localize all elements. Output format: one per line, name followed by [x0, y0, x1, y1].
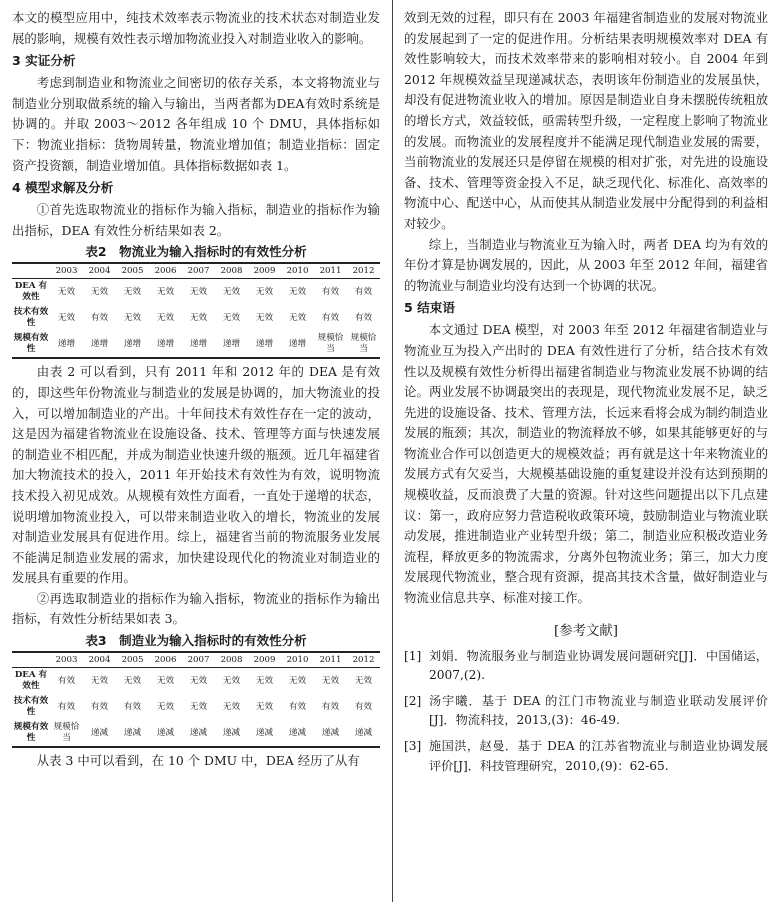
table-2-year: 2012	[347, 263, 380, 279]
table-cell: 规模恰当	[347, 331, 380, 358]
table-cell: 递增	[50, 331, 83, 358]
reference-number: [3]	[404, 739, 422, 753]
conclusion-paragraph: 本文通过 DEA 模型，对 2003 年至 2012 年福建省制造业与物流业互为投入产出时的 DEA 有效性进行了分析，结合技术有效性以及规模有效性分析得出福建省制造业与物流业发展不协调的结论。两业发展不协调最突出的表现是，现代物流业发展不足，缺乏先进的设施设备、技术、管理方法，长远来看将会成为制约制造业发展的瓶颈；其次，制造业的物流释放不够，如果其能够更好的与物流业合作可以创造更大的规模效益；再有就是这十年来物流业的发展方式有欠妥当，大规模基础设施的重复建设并没有达到预期的规模收益，反而浪费了大量的资源。针对这些问题提出以下几点建议：第一，政府应努力营造税收政策环境，鼓励制造业与物流业联动发展，推进制造业产业转型升级；第二，制造业应积极改造业务流程，释放更多的物流需求，分离外包物流业务；第三，加大力度发展现代物流业，整合现有资源，提高其技术含量，做好制造业与物流业信息共享、标准对接工作。	[404, 322, 768, 606]
table-cell: 无效	[255, 312, 274, 323]
table-cell: 无效	[123, 675, 142, 686]
table-2-year: 2004	[83, 263, 116, 279]
section-4-heading: 4 模型求解及分析	[12, 180, 114, 196]
table-cell: 无效	[189, 701, 208, 712]
table-cell: 无效	[189, 312, 208, 323]
summary-paragraph: 综上，当制造业与物流业互为输入时，两者 DEA 均为有效的年份才算是协调发展的，因此，从 2003 年至 2012 年间，福建省的物流业与制造业均没有达到一个协调的状况。	[404, 236, 768, 293]
left-column	[12, 0, 380, 772]
table-3-grid	[12, 651, 380, 748]
table-cell: 有效	[321, 286, 340, 297]
table-2-year: 2005	[116, 263, 149, 279]
table-cell: 递增	[281, 331, 314, 358]
table-2-year: 2010	[281, 263, 314, 279]
row-label: 规模有效性	[12, 720, 50, 747]
table-2-grid	[12, 262, 380, 359]
table-3-year: 2011	[314, 652, 347, 668]
table-row	[12, 305, 380, 331]
table-cell: 无效	[156, 312, 175, 323]
table-cell: 无效	[288, 286, 307, 297]
row-label: DEA 有效性	[14, 281, 48, 303]
table-3-analysis-paragraph: 从表 3 中可以看到，在 10 个 DMU 中，DEA 经历了从有	[36, 753, 360, 769]
references-heading: [参考文献]	[553, 623, 618, 639]
table-row	[12, 331, 380, 358]
table-2-corner	[12, 263, 50, 279]
table-cell: 递增	[182, 331, 215, 358]
table-cell: 无效	[90, 675, 109, 686]
table-cell: 有效	[354, 312, 373, 323]
table-cell: 递增	[83, 331, 116, 358]
table-cell: 递减	[248, 720, 281, 747]
table-cell: 递增	[248, 331, 281, 358]
table-cell: 有效	[288, 701, 307, 712]
reference-text: 刘娟．物流服务业与制造业协调发展问题研究[J]．中国储运，2007,(2).	[429, 648, 768, 683]
table-cell: 无效	[222, 286, 241, 297]
reference-text: 施国洪，赵曼．基于 DEA 的江苏省物流业与制造业协调发展评价[J]．科技管理研究，2010,(9)：62-65.	[429, 739, 768, 773]
section-3-heading: 3 实证分析	[12, 53, 76, 69]
reference-item	[404, 647, 768, 686]
table-cell: 有效	[321, 701, 340, 712]
continued-paragraph: 效到无效的过程，即只有在 2003 年福建省制造业的发展对物流业的发展起到了一定的促进作用。分析结果表明规模效率对 DEA 有效性影响较大，而技术效率带来的影响相对较小。自 2004 年到 2012 年规模效益呈现递减状态，表明该年份制造业的发展虽快，却没有促进物流业收入的增加。原因是制造业自身未摆脱传统粗放的增长方式，效益较低，亟需转型升级，一定程度上影响了物流业的发展。而物流业的发展程度并不能满足现代制造业发展的需要，当前物流业的发展还只是停留在规模的相对扩张，对先进的设施设备、技术、管理等资金投入不足，缺乏现代化、标准化、高效率的物流中心、配送中心，从而使其从制造业发展中分配得到的利益相对较少。	[404, 10, 768, 231]
table-cell: 递增	[116, 331, 149, 358]
table-cell: 无效	[222, 701, 241, 712]
table-row	[12, 694, 380, 720]
column-divider	[392, 0, 393, 902]
section-3-paragraph: 考虑到制造业和物流业之间密切的依存关系，本文将物流业与制造业分别取做系统的输入与输出，当两者都为DEA有效时系统是协调的。并取 2003～2012 各年组成 10 个 DMU，具体指标如下：物流业指标：货物周转量，物流业增加值；制造业指标：固定资产投资额，制造业增加值。具体指标数据如表 1。	[12, 75, 380, 173]
table-row	[12, 668, 380, 695]
table-cell: 递减	[347, 720, 380, 747]
table-3-year: 2003	[50, 652, 83, 668]
table-cell: 有效	[321, 312, 340, 323]
row-label: 技术有效性	[13, 696, 49, 718]
table-3	[12, 632, 380, 748]
table-3-year: 2009	[248, 652, 281, 668]
section-5-heading: 5 结束语	[404, 300, 455, 316]
right-column	[404, 0, 768, 782]
table-cell: 无效	[222, 312, 241, 323]
table-cell: 无效	[90, 286, 109, 297]
table-cell: 递减	[83, 720, 116, 747]
table-3-title: 表3 制造业为输入指标时的有效性分析	[85, 633, 307, 649]
table-cell: 递减	[149, 720, 182, 747]
table-cell: 无效	[255, 675, 274, 686]
table-cell: 递增	[215, 331, 248, 358]
table-cell: 递减	[215, 720, 248, 747]
table-cell: 有效	[90, 701, 109, 712]
table-cell: 递增	[149, 331, 182, 358]
table-cell: 无效	[189, 286, 208, 297]
table-cell: 无效	[222, 675, 241, 686]
table-cell: 无效	[57, 312, 76, 323]
section-4-paragraph: ①首先选取物流业的指标作为输入指标，制造业的指标作为输出指标，DEA 有效性分析结果如表 2。	[12, 202, 380, 238]
table-3-year: 2012	[347, 652, 380, 668]
table-cell: 无效	[57, 286, 76, 297]
table-cell: 无效	[156, 675, 175, 686]
table-cell: 无效	[123, 286, 142, 297]
table-cell: 递减	[182, 720, 215, 747]
table-cell: 递减	[116, 720, 149, 747]
table-cell: 有效	[90, 312, 109, 323]
table-2-header-row	[12, 263, 380, 279]
reference-number: [2]	[404, 693, 422, 708]
table-2-year: 2003	[50, 263, 83, 279]
table-cell: 有效	[354, 701, 373, 712]
table-cell: 无效	[156, 286, 175, 297]
table-cell: 无效	[321, 675, 340, 686]
reference-number: [1]	[404, 648, 422, 663]
table-2-year: 2009	[248, 263, 281, 279]
table-cell: 递减	[314, 720, 347, 747]
row-label: 技术有效性	[13, 307, 49, 329]
table-cell: 无效	[288, 675, 307, 686]
table-2-year: 2011	[314, 263, 347, 279]
table-cell: 规模恰当	[50, 720, 83, 747]
table-cell: 无效	[255, 701, 274, 712]
table-cell: 有效	[354, 286, 373, 297]
table-cell: 无效	[288, 312, 307, 323]
table-3-header-row	[12, 652, 380, 668]
reference-item	[404, 737, 768, 776]
table-3-year: 2004	[83, 652, 116, 668]
table-2	[12, 243, 380, 359]
table-cell: 有效	[57, 701, 76, 712]
table-row	[12, 720, 380, 747]
table-row	[12, 279, 380, 306]
reference-item	[404, 692, 768, 731]
references-section	[404, 621, 768, 777]
table-cell: 无效	[156, 701, 175, 712]
table-3-year: 2006	[149, 652, 182, 668]
row-label: 规模有效性	[12, 331, 50, 358]
table-3-corner	[12, 652, 50, 668]
table-cell: 无效	[189, 675, 208, 686]
table-2-title: 表2 物流业为输入指标时的有效性分析	[85, 244, 307, 260]
table-cell: 无效	[255, 286, 274, 297]
table-3-year: 2010	[281, 652, 314, 668]
row-label: DEA 有效性	[14, 670, 48, 692]
table-2-analysis-paragraph: 由表 2 可以看到，只有 2011 年和 2012 年的 DEA 是有效的，即这些年份物流业与制造业的发展是协调的，加大物流业的投入，可以增加制造业的产出。十年间技术有效性存在一定的波动，这是因为福建省物流业在设施设备、技术、管理等方面与快速发展的制造业不相匹配，并成为制造业快速升级的瓶颈。近几年福建省加大物流技术的投入，2011 年开始技术有效性为有效，说明物流技术投入初见成效。从规模有效性方面看，一直处于递增的状态，说明增加物流业投入，可以带来制造业收入的增长，物流业的发展对制造业发展具有促进作用。综上，福建省当前的物流服务业发展不能满足制造业发展的需求，加快建设现代化的物流业对制造业的发展具有重要的作用。	[12, 364, 380, 586]
table-3-year: 2008	[215, 652, 248, 668]
table-cell: 无效	[354, 675, 373, 686]
second-step-paragraph: ②再选取制造业的指标作为输入指标，物流业的指标作为输出指标，有效性分析结果如表 3。	[12, 590, 380, 627]
table-cell: 有效	[123, 701, 142, 712]
reference-text: 汤宇曦．基于 DEA 的江门市物流业与制造业联动发展评价[J]．物流科技，2013,(3)：46-49.	[429, 693, 768, 728]
table-2-year: 2008	[215, 263, 248, 279]
table-3-year: 2005	[116, 652, 149, 668]
table-2-year: 2007	[182, 263, 215, 279]
table-cell: 有效	[57, 675, 76, 686]
table-3-year: 2007	[182, 652, 215, 668]
table-cell: 无效	[123, 312, 142, 323]
table-cell: 规模恰当	[314, 331, 347, 358]
intro-paragraph: 本文的模型应用中，纯技术效率表示物流业的技术状态对制造业发展的影响，规模有效性表示增加物流业投入对制造业收入的影响。	[12, 10, 380, 46]
table-2-year: 2006	[149, 263, 182, 279]
table-cell: 递减	[281, 720, 314, 747]
